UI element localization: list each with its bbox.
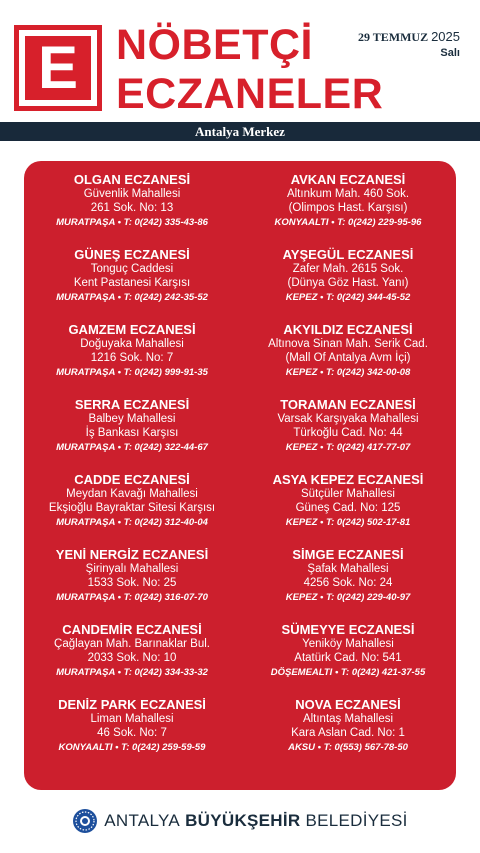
- pharmacy-address-line2: Kara Aslan Cad. No: 1: [291, 727, 405, 739]
- weekday: Salı: [440, 47, 460, 59]
- region-band: Antalya Merkez: [0, 122, 480, 141]
- date-day-month: 29 TEMMUZ: [357, 30, 429, 44]
- pharmacy-entry: [240, 172, 456, 247]
- pharmacy-entry: [240, 622, 456, 697]
- footer: [0, 801, 480, 841]
- page-title-line1: NÖBETÇİ: [116, 21, 313, 69]
- footer-text-1: ANTALYA: [104, 811, 181, 830]
- pharmacy-phone: MURATPAŞA • T: 0(242) 242-35-52: [56, 292, 208, 303]
- pharmacy-address-line2: 1533 Sok. No: 25: [87, 577, 177, 589]
- pharmacy-phone: KEPEZ • T: 0(242) 344-45-52: [285, 292, 411, 303]
- pharmacy-address-line1: Altınova Sinan Mah. Serik Cad.: [268, 338, 428, 350]
- pharmacy-address-line1: Yeniköy Mahallesi: [302, 638, 394, 650]
- pharmacy-name: DENİZ PARK ECZANESİ: [58, 697, 206, 712]
- pharmacy-phone: MURATPAŞA • T: 0(242) 999-91-35: [56, 367, 208, 378]
- date-year: 2025: [431, 29, 460, 44]
- pharmacy-entry: [24, 622, 240, 697]
- pharmacy-address-line1: Çağlayan Mah. Barınaklar Bul.: [54, 638, 210, 650]
- pharmacy-entry: [240, 547, 456, 622]
- pharmacy-phone: DÖŞEMEALTI • T: 0(242) 421-37-55: [270, 667, 426, 678]
- pharmacy-name: GAMZEM ECZANESİ: [68, 322, 196, 337]
- pharmacy-phone: MURATPAŞA • T: 0(242) 316-07-70: [56, 592, 208, 603]
- footer-text-2: BÜYÜKŞEHİR: [185, 811, 301, 830]
- date-block: [358, 29, 460, 59]
- pharmacy-address-line2: Atatürk Cad. No: 541: [294, 652, 402, 664]
- pharmacy-entry: [24, 172, 240, 247]
- pharmacy-address-line2: (Mall Of Antalya Avm İçi): [285, 352, 411, 364]
- pharmacy-phone: KEPEZ • T: 0(242) 229-40-97: [285, 592, 411, 603]
- pharmacy-address-line1: Tonguç Caddesi: [90, 263, 174, 275]
- pharmacy-name: ASYA KEPEZ ECZANESİ: [272, 472, 424, 487]
- pharmacy-address-line1: Şirinyalı Mahallesi: [85, 563, 179, 575]
- pharmacy-card: [24, 161, 456, 790]
- pharmacy-phone: MURATPAŞA • T: 0(242) 322-44-67: [56, 442, 208, 453]
- eczane-logo: [14, 25, 102, 111]
- pharmacy-name: CADDE ECZANESİ: [74, 472, 190, 487]
- pharmacy-entry: [240, 472, 456, 547]
- pharmacy-name: SÜMEYYE ECZANESİ: [281, 622, 415, 637]
- pharmacy-name: AYŞEGÜL ECZANESİ: [282, 247, 414, 262]
- pharmacy-column-left: [24, 172, 240, 772]
- pharmacy-address-line2: (Dünya Göz Hast. Yanı): [287, 277, 409, 289]
- pharmacy-name: NOVA ECZANESİ: [295, 697, 401, 712]
- pharmacy-address-line2: 1216 Sok. No: 7: [90, 352, 174, 364]
- pharmacy-entry: [240, 322, 456, 397]
- pharmacy-entry: [24, 397, 240, 472]
- pharmacy-address-line2: İş Bankası Karşısı: [85, 427, 179, 439]
- pharmacy-phone: KONYAALTI • T: 0(242) 229-95-96: [274, 217, 422, 228]
- pharmacy-entry: [240, 247, 456, 322]
- pharmacy-phone: MURATPAŞA • T: 0(242) 335-43-86: [56, 217, 208, 228]
- pharmacy-address-line2: Türkoğlu Cad. No: 44: [293, 427, 403, 439]
- pharmacy-entry: [24, 547, 240, 622]
- pharmacy-name: YENİ NERGİZ ECZANESİ: [55, 547, 209, 562]
- pharmacy-phone: KEPEZ • T: 0(242) 342-00-08: [285, 367, 411, 378]
- pharmacy-address-line2: 261 Sok. No: 13: [90, 202, 174, 214]
- pharmacy-name: SERRA ECZANESİ: [74, 397, 190, 412]
- pharmacy-address-line1: Güvenlik Mahallesi: [83, 188, 181, 200]
- pharmacy-address-line2: 2033 Sok. No: 10: [87, 652, 177, 664]
- pharmacy-phone: AKSU • T: 0(553) 567-78-50: [288, 742, 408, 753]
- pharmacy-address-line2: Kent Pastanesi Karşısı: [73, 277, 191, 289]
- pharmacy-name: CANDEMİR ECZANESİ: [62, 622, 202, 637]
- pharmacy-name: AKYILDIZ ECZANESİ: [283, 322, 413, 337]
- pharmacy-name: TORAMAN ECZANESİ: [280, 397, 416, 412]
- pharmacy-address-line2: Güneş Cad. No: 125: [295, 502, 401, 514]
- pharmacy-address-line1: Liman Mahallesi: [90, 713, 174, 725]
- pharmacy-name: OLGAN ECZANESİ: [73, 172, 191, 187]
- pharmacy-address-line2: Ekşioğlu Bayraktar Sitesi Karşısı: [48, 502, 216, 514]
- pharmacy-phone: MURATPAŞA • T: 0(242) 312-40-04: [56, 517, 208, 528]
- pharmacy-address-line2: 46 Sok. No: 7: [97, 727, 167, 739]
- pharmacy-entry: [24, 472, 240, 547]
- pharmacy-phone: KONYAALTI • T: 0(242) 259-59-59: [58, 742, 206, 753]
- pharmacy-name: SİMGE ECZANESİ: [292, 547, 404, 562]
- pharmacy-address-line1: Varsak Karşıyaka Mahallesi: [277, 413, 419, 425]
- page-title-line2: ECZANELER: [116, 70, 384, 118]
- pharmacy-entry: [240, 397, 456, 472]
- pharmacy-address-line1: Balbey Mahallesi: [88, 413, 176, 425]
- pharmacy-name: AVKAN ECZANESİ: [290, 172, 406, 187]
- pharmacy-entry: [240, 697, 456, 772]
- pharmacy-address-line1: Doğuyaka Mahallesi: [80, 338, 184, 350]
- pharmacy-column-right: [240, 172, 456, 772]
- pharmacy-entry: [24, 247, 240, 322]
- pharmacy-entry: [24, 322, 240, 397]
- pharmacy-phone: KEPEZ • T: 0(242) 502-17-81: [285, 517, 411, 528]
- pharmacy-address-line1: Zafer Mah. 2615 Sok.: [292, 263, 404, 275]
- pharmacy-phone: KEPEZ • T: 0(242) 417-77-07: [285, 442, 411, 453]
- footer-text-3: BELEDİYESİ: [305, 811, 408, 830]
- pharmacy-address-line1: Altıntaş Mahallesi: [302, 713, 394, 725]
- pharmacy-phone: MURATPAŞA • T: 0(242) 334-33-32: [56, 667, 208, 678]
- pharmacy-name: GÜNEŞ ECZANESİ: [74, 247, 190, 262]
- pharmacy-entry: [24, 697, 240, 772]
- pharmacy-address-line1: Meydan Kavağı Mahallesi: [66, 488, 198, 500]
- pharmacy-address-line1: Altınkum Mah. 460 Sok.: [286, 188, 410, 200]
- pharmacy-address-line2: (Olimpos Hast. Karşısı): [288, 202, 408, 214]
- logo-letter: E: [37, 34, 79, 101]
- pharmacy-address-line1: Sütçüler Mahallesi: [301, 488, 395, 500]
- municipality-emblem-icon: [72, 808, 98, 834]
- pharmacy-address-line1: Şafak Mahallesi: [307, 563, 389, 575]
- pharmacy-address-line2: 4256 Sok. No: 24: [303, 577, 393, 589]
